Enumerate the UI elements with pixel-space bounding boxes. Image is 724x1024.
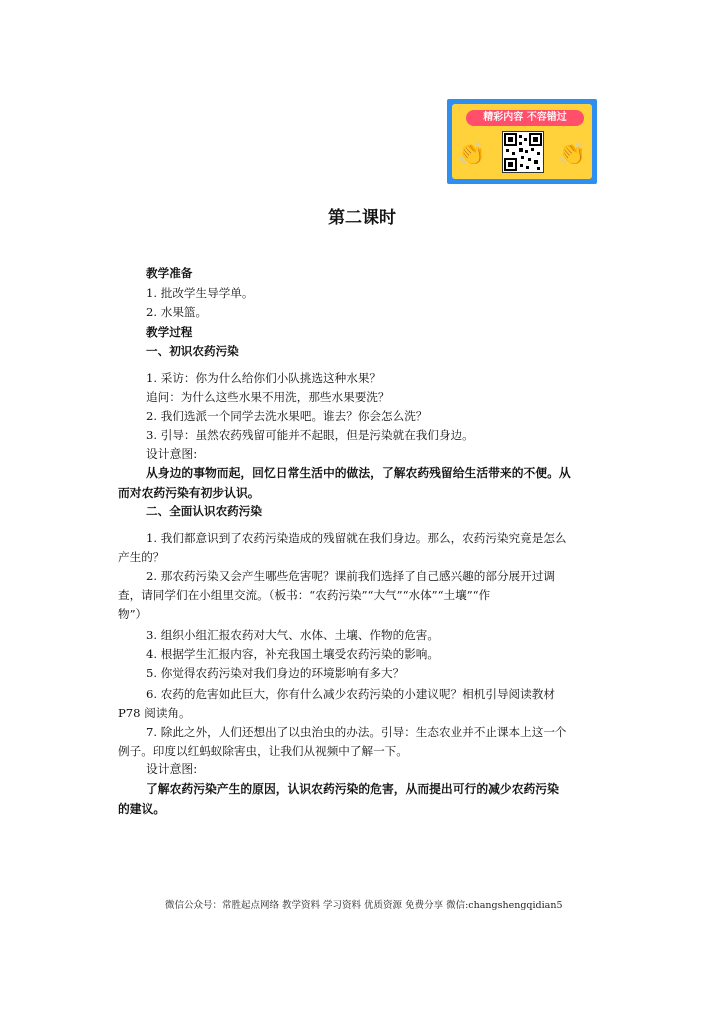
section1-heading: 一、初识农药污染: [146, 344, 239, 358]
section1-intent-line: 而对农药污染有初步认识。: [118, 486, 260, 500]
section2-line: 5. 你觉得农药污染对我们身边的环境影响有多大？: [146, 666, 405, 680]
page-title: 第二课时: [328, 208, 396, 228]
promo-banner-body: [452, 104, 592, 179]
qr-code-icon[interactable]: [502, 131, 544, 173]
section1-intent-line: 从身边的事物而起，回忆日常生活中的做法，了解农药残留给生活带来的不便。从: [146, 466, 571, 480]
promo-banner[interactable]: [447, 99, 597, 184]
clapping-hands-icon: 👏: [458, 142, 486, 167]
section2-line: 物”）: [118, 607, 148, 621]
section1-line: 追问：为什么这些水果不用洗，那些水果要洗？: [146, 390, 390, 404]
section2-line: 查，请同学们在小组里交流。（板书：“农药污染”“大气”“水体”“土壤”“作: [118, 588, 491, 602]
section2-intent-line: 的建议。: [118, 802, 166, 816]
prep-heading: 教学准备: [146, 266, 193, 280]
section2-line: 3. 组织小组汇报农药对大气、水体、土壤、作物的危害。: [146, 628, 439, 642]
section2-line: 4. 根据学生汇报内容，补充我国土壤受农药污染的影响。: [146, 647, 439, 661]
page-footer: 微信公众号：常胜起点网络 教学资料 学习资料 优质资源 免费分享 微信:changshengqidian5: [165, 900, 563, 911]
prep-item: 2. 水果篮。: [146, 305, 208, 319]
section2-heading: 二、全面认识农药污染: [146, 504, 262, 518]
section1-line: 1. 采访：你为什么给你们小队挑选这种水果？: [146, 371, 382, 385]
section1-intent-label: 设计意图:: [146, 447, 198, 461]
clapping-hands-icon: 👏: [558, 142, 586, 167]
section2-line: 6. 农药的危害如此巨大，你有什么减少农药污染的小建议呢？相机引导阅读教材: [146, 687, 555, 701]
section2-line: P78 阅读角。: [118, 706, 191, 720]
section1-line: 2. 我们选派一个同学去洗水果吧。谁去？你会怎么洗？: [146, 409, 428, 423]
section2-line: 1. 我们都意识到了农药污染造成的残留就在我们身边。那么，农药污染究竟是怎么: [146, 531, 567, 545]
prep-item: 1. 批改学生导学单。: [146, 286, 254, 300]
process-heading: 教学过程: [146, 325, 193, 339]
section2-line: 例子。印度以红蚂蚁除害虫，让我们从视频中了解一下。: [118, 744, 408, 758]
section2-intent-label: 设计意图:: [146, 762, 198, 776]
promo-banner-text: 精彩内容 不容错过: [466, 110, 584, 126]
section2-intent-line: 了解农药污染产生的原因，认识农药污染的危害，从而提出可行的减少农药污染: [146, 782, 559, 796]
section2-line: 7. 除此之外，人们还想出了以虫治虫的办法。引导：生态农业并不止课本上这一个: [146, 725, 567, 739]
section2-line: 产生的？: [118, 550, 165, 564]
section2-line: 2. 那农药污染又会产生哪些危害呢？课前我们选择了自己感兴趣的部分展开过调: [146, 569, 555, 583]
section1-line: 3. 引导：虽然农药残留可能并不起眼，但是污染就在我们身边。: [146, 428, 474, 442]
